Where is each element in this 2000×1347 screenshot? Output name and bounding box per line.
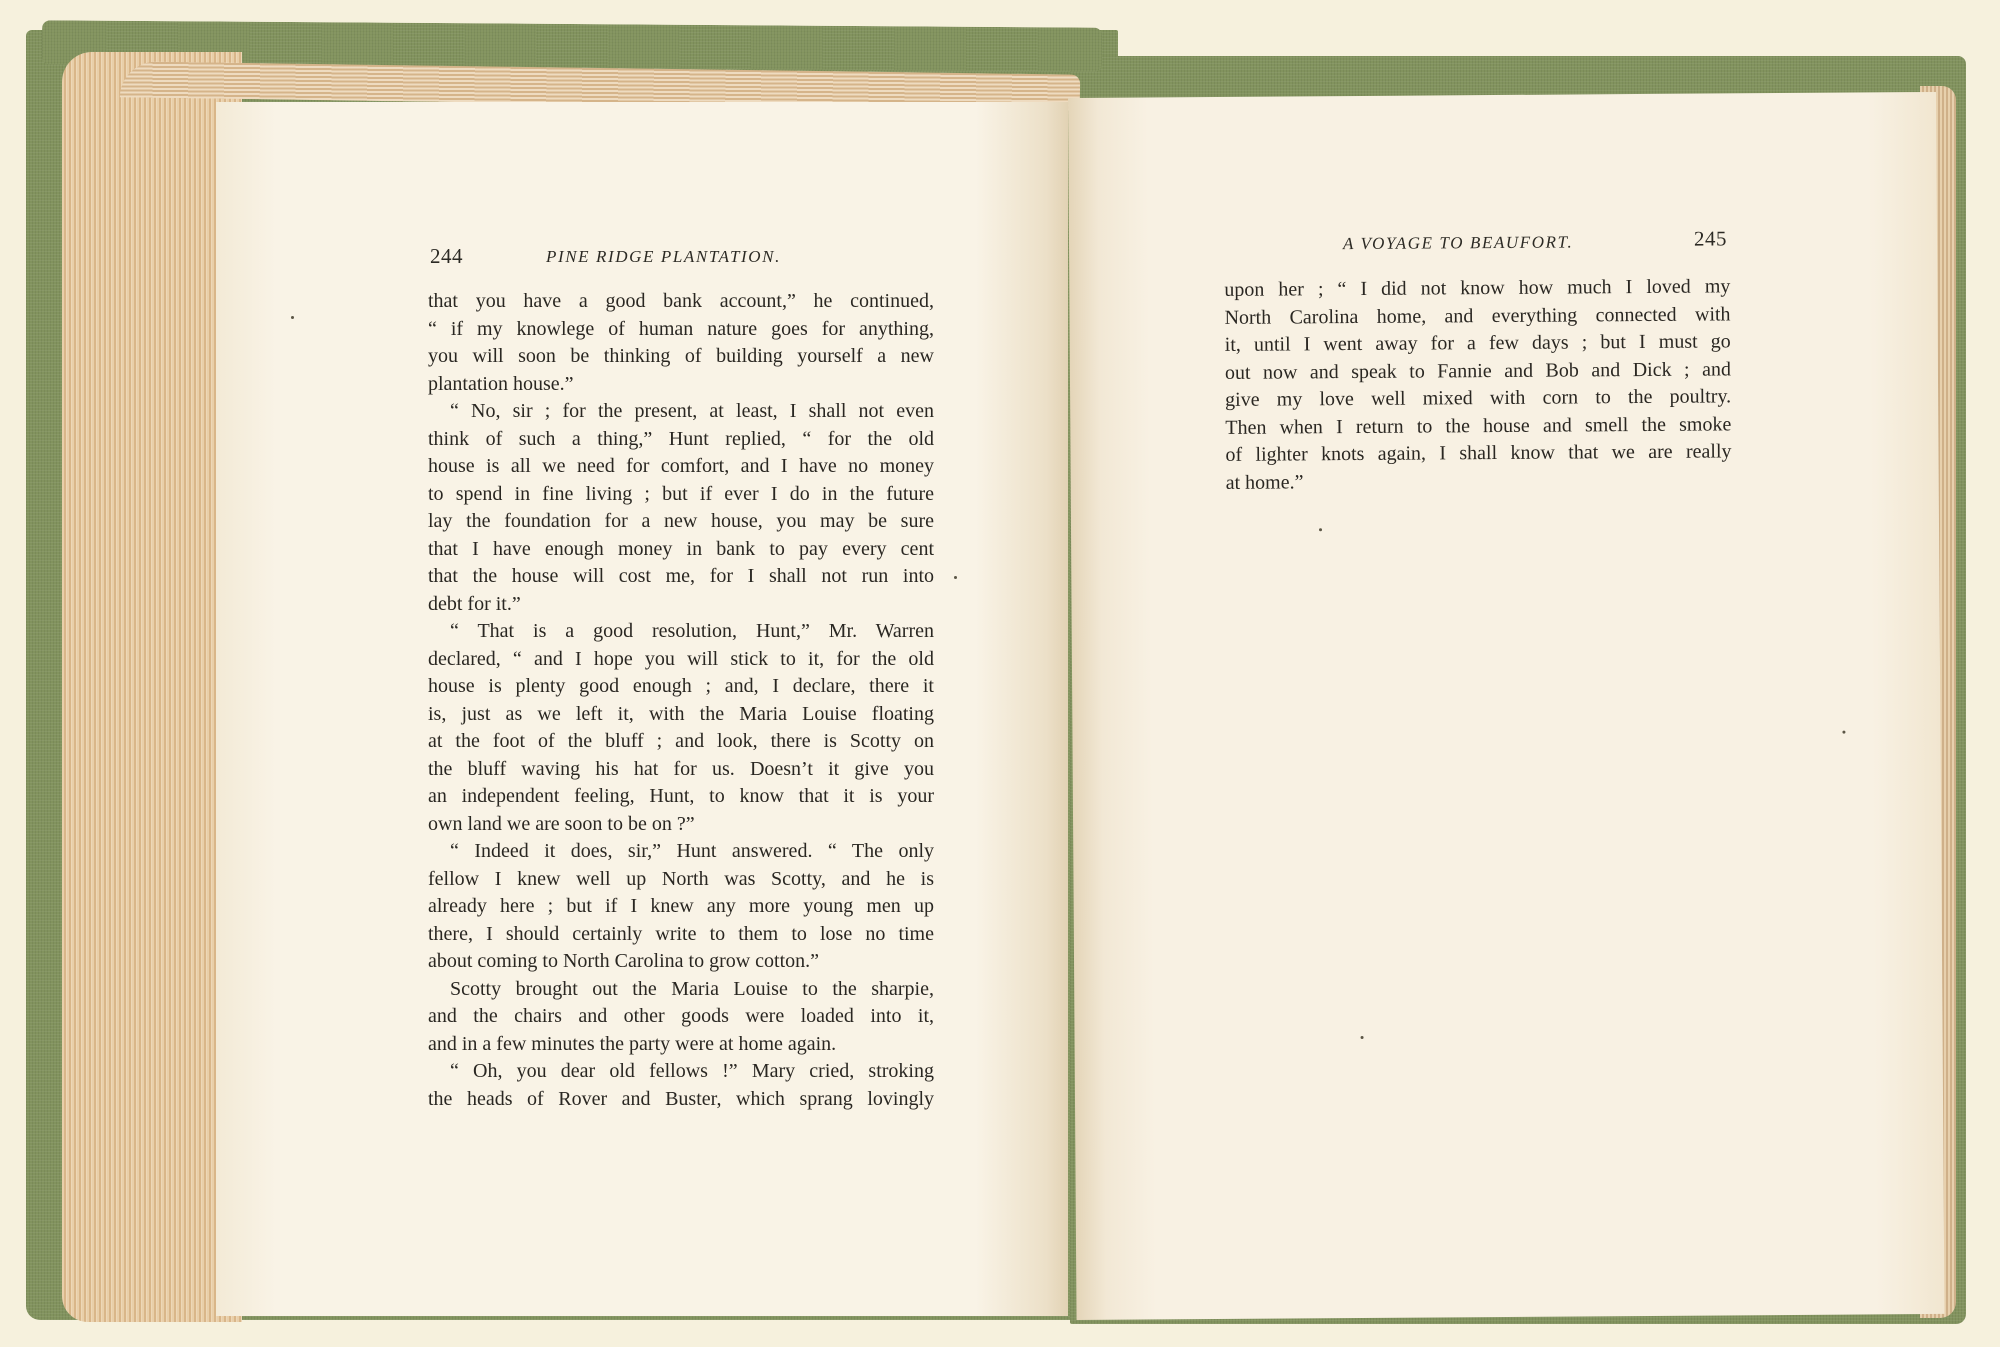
- text-line: is, just as we left it, with the Maria Louise floating: [428, 702, 934, 725]
- text-line: “ if my knowlege of human nature goes for anything,: [428, 317, 934, 340]
- page-stack-left: [62, 52, 242, 1322]
- paper-speck: [1361, 1036, 1364, 1039]
- text-line: already here ; but if I knew any more young men up: [428, 895, 934, 917]
- text-line: plantation house.”: [428, 372, 574, 395]
- text-line: North Carolina home, and everything connected with: [1224, 302, 1731, 329]
- text-line: at home.”: [1225, 470, 1304, 494]
- text-line: “ No, sir ; for the present, at least, I shall not even: [450, 400, 934, 422]
- text-line: debt for it.”: [428, 592, 521, 615]
- text-line: lay the foundation for a new house, you may be sure: [428, 510, 934, 532]
- text-line: there, I should certainly write to them to lose no time: [428, 922, 934, 945]
- text-line: the heads of Rover and Buster, which sprang lovingly: [428, 1087, 934, 1110]
- left-page-number: 244: [430, 244, 463, 268]
- text-line: out now and speak to Fannie and Bob and Dick ; and: [1224, 357, 1731, 384]
- text-line: to spend in fine living ; but if ever I do in the future: [428, 482, 934, 505]
- left-running-title: PINE RIDGE PLANTATION.: [546, 247, 781, 266]
- right-page-body: [1224, 273, 1732, 497]
- text-line: give my love well mixed with corn to the poultry.: [1225, 385, 1732, 411]
- text-line: “ That is a good resolution, Hunt,” Mr. Warren: [450, 620, 934, 642]
- text-line: of lighter knots again, I shall know that we are really: [1225, 440, 1732, 466]
- paper-speck: [1842, 731, 1845, 734]
- text-line: that I have enough money in bank to pay every cent: [428, 537, 934, 560]
- text-line: upon her ; “ I did not know how much I loved my: [1224, 275, 1731, 301]
- text-line: about coming to North Carolina to grow cotton.”: [428, 950, 820, 972]
- text-line: declared, “ and I hope you will stick to it, for the old: [428, 647, 934, 670]
- text-line: an independent feeling, Hunt, to know that it is your: [428, 785, 934, 807]
- text-line: “ Indeed it does, sir,” Hunt answered. “ The only: [450, 840, 934, 862]
- text-line: it, until I went away for a few days ; but I must go: [1224, 330, 1731, 356]
- paper-speck: [954, 576, 957, 579]
- text-line: Then when I return to the house and smell the smoke: [1225, 412, 1732, 439]
- text-line: that you have a good bank account,” he continued,: [428, 290, 934, 312]
- text-line: “ Oh, you dear old fellows !” Mary cried, stroking: [450, 1060, 934, 1082]
- right-running-title: A VOYAGE TO BEAUFORT.: [1342, 232, 1574, 254]
- text-line: the bluff waving his hat for us. Doesn’t it give you: [428, 757, 934, 780]
- text-line: house is plenty good enough ; and, I declare, there it: [428, 675, 934, 697]
- text-line: and the chairs and other goods were loaded into it,: [428, 1005, 934, 1027]
- text-line: that the house will cost me, for I shall not run into: [428, 565, 934, 587]
- paper-speck: [291, 316, 294, 319]
- text-line: think of such a thing,” Hunt replied, “ for the old: [428, 427, 934, 450]
- left-page-body: [428, 288, 934, 1113]
- paper-speck: [1319, 528, 1322, 531]
- text-line: Scotty brought out the Maria Louise to the sharpie,: [450, 977, 934, 1000]
- left-page: [216, 102, 1068, 1316]
- right-page-number: 245: [1693, 226, 1728, 251]
- text-line: and in a few minutes the party were at home again.: [428, 1032, 837, 1055]
- text-line: you will soon be thinking of building yourself a new: [428, 345, 934, 367]
- right-page: [1068, 92, 1945, 1320]
- text-line: at the foot of the bluff ; and look, there is Scotty on: [428, 730, 934, 752]
- text-line: fellow I knew well up North was Scotty, and he is: [428, 867, 934, 890]
- text-line: house is all we need for comfort, and I have no money: [428, 455, 934, 477]
- text-line: own land we are soon to be on ?”: [428, 812, 695, 835]
